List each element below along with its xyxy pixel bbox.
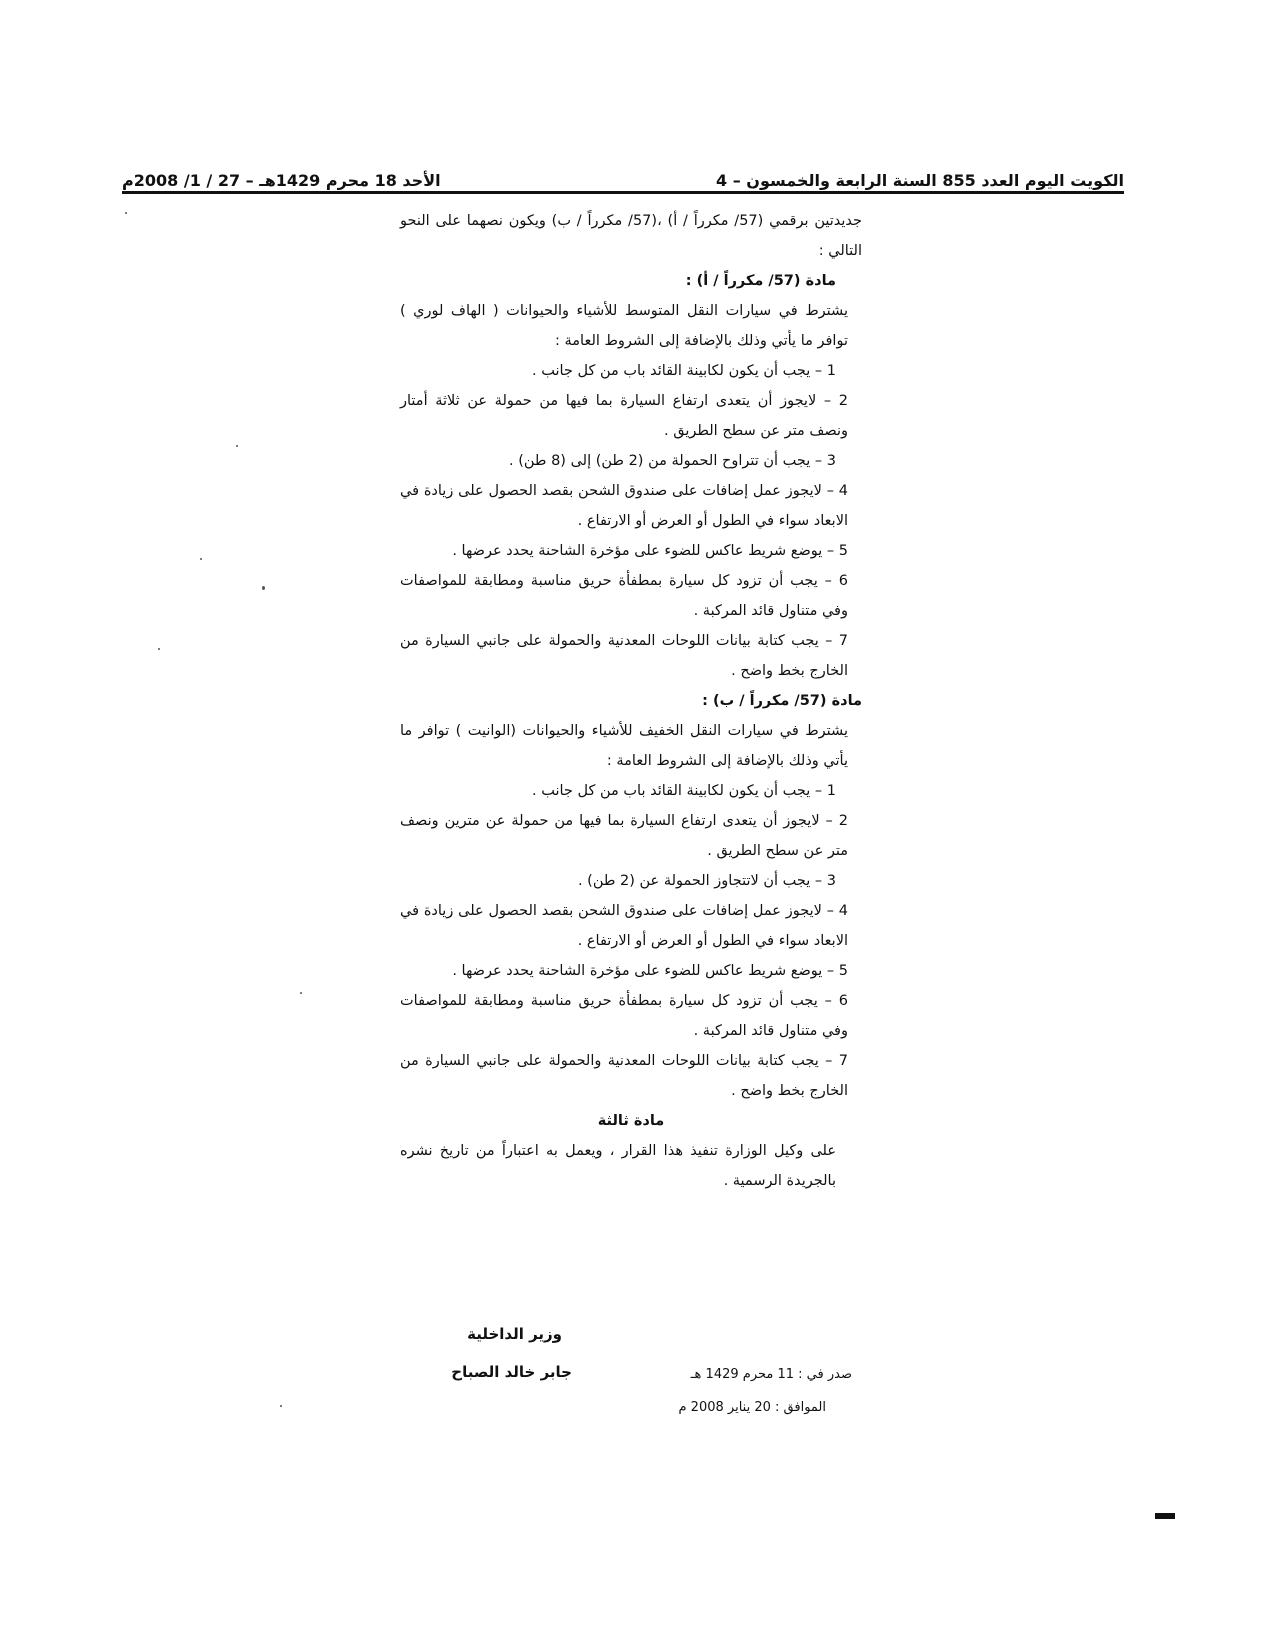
corresponding-date: الموافق : 20 يناير 2008 م (678, 1400, 826, 1415)
section-a-item-7: 7 – يجب كتابة بيانات اللوحات المعدنية والحمولة على جانبي السيارة من الخارج بخط واضح . (400, 633, 848, 679)
header-date: الأحد 18 محرم 1429هـ – 27 / 1/ 2008م (122, 171, 441, 190)
header-issue-info: الكويت اليوم العدد 855 السنة الرابعة والخمسون – 4 (716, 171, 1124, 190)
scan-speck (125, 212, 127, 214)
article-column (400, 206, 862, 1196)
section-a-item-6: 6 – يجب أن تزود كل سيارة بمطفأة حريق مناسبة ومطابقة للمواصفات وفي متناول قائد المركبة . (400, 573, 848, 619)
intro-paragraph: جديدتين برقمي (57/ مكرراً / أ) ،(57/ مكرراً / ب) ويكون نصهما على النحو التالي : (400, 213, 862, 259)
section-a-intro: يشترط في سيارات النقل المتوسط للأشياء والحيوانات ( الهاف لوري ) توافر ما يأتي وذلك بالإضافة إلى الشروط العامة : (400, 303, 848, 349)
scan-speck (158, 648, 160, 650)
section-a-item-1: 1 – يجب أن يكون لكابينة القائد باب من كل جانب . (532, 363, 836, 379)
section-a-item-3: 3 – يجب أن تتراوح الحمولة من (2 طن) إلى (8 طن) . (508, 453, 836, 469)
minister-title: وزير الداخلية (467, 1325, 562, 1343)
issued-on-date: صدر في : 11 محرم 1429 هـ (690, 1367, 852, 1382)
signature-block (400, 1325, 862, 1435)
header-rule (122, 191, 1124, 194)
section-b-intro: يشترط في سيارات النقل الخفيف للأشياء والحيوانات (الوانيت ) توافر ما يأتي وذلك بالإضافة إلى الشروط العامة : (400, 723, 848, 769)
page-marker (1155, 1513, 1175, 1519)
scan-speck (262, 586, 265, 590)
section-b-item-3: 3 – يجب أن لاتتجاوز الحمولة عن (2 طن) . (577, 873, 836, 889)
section-b-item-2: 2 – لايجوز أن يتعدى ارتفاع السيارة بما فيها من حمولة عن مترين ونصف متر عن سطح الطريق . (400, 813, 848, 859)
section-b-item-5: 5 – يوضع شريط عاكس للضوء على مؤخرة الشاحنة يحدد عرضها . (452, 963, 848, 979)
section-a-item-4: 4 – لايجوز عمل إضافات على صندوق الشحن بقصد الحصول على زيادة في الابعاد سواء في الطول أو العرض أو الارتفاع . (400, 483, 848, 529)
scan-speck (236, 445, 238, 447)
section-a-heading: مادة (57/ مكرراً / أ) : (685, 273, 836, 289)
section-b-item-7: 7 – يجب كتابة بيانات اللوحات المعدنية والحمولة على جانبي السيارة من الخارج بخط واضح . (400, 1053, 848, 1099)
scan-speck (200, 558, 202, 560)
page-header (122, 160, 1124, 190)
minister-name: جابر خالد الصباح (451, 1363, 572, 1381)
section-3-heading: مادة ثالثة (597, 1113, 665, 1129)
scan-speck (300, 992, 302, 994)
section-b-item-4: 4 – لايجوز عمل إضافات على صندوق الشحن بقصد الحصول على زيادة في الابعاد سواء في الطول أو العرض أو الارتفاع . (400, 903, 848, 949)
scan-speck (280, 1405, 282, 1407)
section-a-item-5: 5 – يوضع شريط عاكس للضوء على مؤخرة الشاحنة يحدد عرضها . (452, 543, 848, 559)
section-b-item-1: 1 – يجب أن يكون لكابينة القائد باب من كل جانب . (532, 783, 836, 799)
section-b-item-6: 6 – يجب أن تزود كل سيارة بمطفأة حريق مناسبة ومطابقة للمواصفات وفي متناول قائد المركبة . (400, 993, 848, 1039)
section-b-heading: مادة (57/ مكرراً / ب) : (702, 693, 862, 709)
section-3-text: على وكيل الوزارة تنفيذ هذا القرار ، ويعمل به اعتباراً من تاريخ نشره بالجريدة الرسمية . (400, 1143, 836, 1189)
section-a-item-2: 2 – لايجوز أن يتعدى ارتفاع السيارة بما فيها من حمولة عن ثلاثة أمتار ونصف متر عن سطح الطريق . (400, 393, 848, 439)
